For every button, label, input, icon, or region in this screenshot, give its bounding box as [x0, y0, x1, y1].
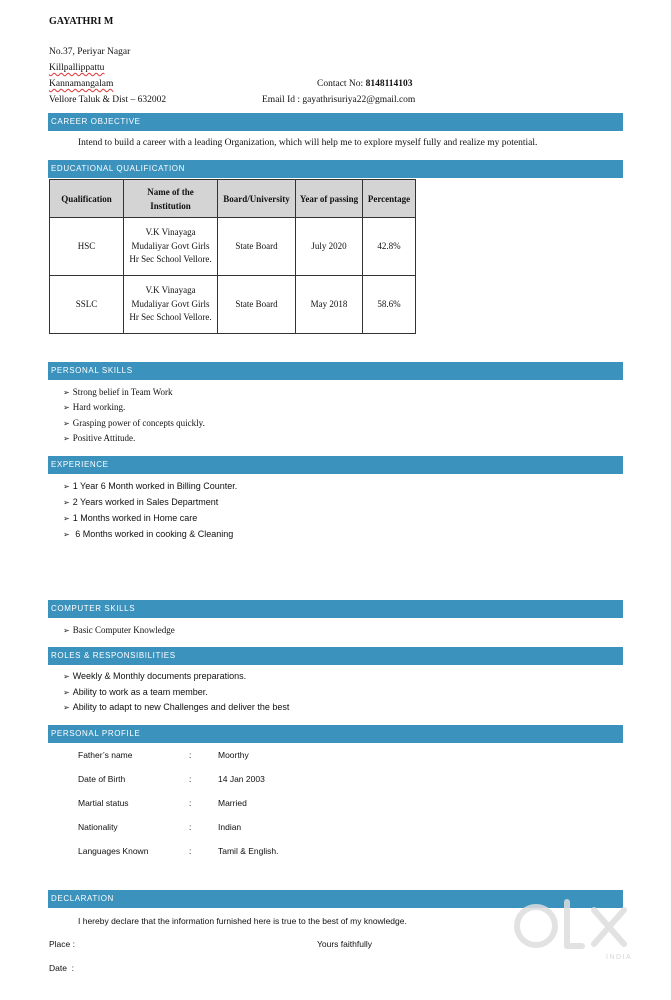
- col-percentage: Percentage: [363, 180, 416, 218]
- list-item: ➢ 6 Months worked in cooking & Cleaning: [63, 529, 234, 539]
- profile-separator: :: [189, 750, 192, 760]
- profile-value: Tamil & English.: [218, 846, 279, 856]
- cell-year: May 2018: [296, 276, 363, 334]
- objective-text: Intend to build a career with a leading Organization, which will help me to explore myself fully and realize my potential.: [78, 138, 538, 148]
- arrow-bullet-icon: ➢: [63, 626, 70, 635]
- cell-institution: V.K Vinayaga Mudaliyar Govt Girls Hr Sec School Vellore.: [124, 276, 218, 334]
- career-objective-heading: CAREER OBJECTIVE: [48, 113, 623, 131]
- list-item: ➢ Weekly & Monthly documents preparations.: [63, 671, 247, 681]
- olx-watermark-logo: [512, 898, 636, 964]
- address-line-2: Killpallippattu: [49, 63, 105, 73]
- cell-institution: V.K Vinayaga Mudaliyar Govt Girls Hr Sec School Vellore.: [124, 218, 218, 276]
- col-board: Board/University: [218, 180, 296, 218]
- arrow-bullet-icon: ➢: [63, 388, 70, 397]
- cell-board: State Board: [218, 218, 296, 276]
- list-item: ➢ Ability to work as a team member.: [63, 687, 208, 697]
- education-heading: EDUCATIONAL QUALIFICATION: [48, 160, 623, 178]
- place-label: Place :: [49, 939, 75, 949]
- education-table: [49, 179, 416, 334]
- arrow-bullet-icon: ➢: [63, 434, 70, 443]
- roles-heading: ROLES & RESPONSIBILITIES: [48, 647, 623, 665]
- profile-row: [78, 846, 148, 856]
- col-institution: Name of the Institution: [124, 180, 218, 218]
- profile-label: Father’s name: [78, 750, 133, 760]
- arrow-bullet-icon: ➢: [63, 688, 70, 697]
- contact-value: 8148114103: [365, 79, 413, 89]
- table-row: [50, 218, 416, 276]
- computer-skills-heading: COMPUTER SKILLS: [48, 600, 623, 618]
- profile-label: Nationality: [78, 822, 118, 832]
- profile-label: Languages Known: [78, 846, 149, 856]
- list-item: ➢ 1 Year 6 Month worked in Billing Counter.: [63, 481, 238, 491]
- contact-label: Contact No:: [317, 79, 366, 89]
- cell-percentage: 42.8%: [363, 218, 416, 276]
- profile-value: Indian: [218, 822, 242, 832]
- list-item: ➢ Strong belief in Team Work: [63, 387, 173, 397]
- arrow-bullet-icon: ➢: [63, 419, 70, 428]
- cell-board: State Board: [218, 276, 296, 334]
- profile-row: [78, 750, 133, 760]
- profile-separator: :: [189, 846, 192, 856]
- contact-number: [317, 79, 413, 89]
- list-item: ➢ Positive Attitude.: [63, 433, 136, 443]
- list-item: ➢ 2 Years worked in Sales Department: [63, 497, 219, 507]
- arrow-bullet-icon: ➢: [63, 482, 70, 491]
- arrow-bullet-icon: ➢: [63, 672, 70, 681]
- arrow-bullet-icon: ➢: [63, 514, 70, 523]
- list-item: ➢ Grasping power of concepts quickly.: [63, 418, 205, 428]
- profile-label: Martial status: [78, 798, 129, 808]
- table-header-row: [50, 180, 416, 218]
- profile-value: Moorthy: [218, 750, 249, 760]
- address-line-3: Kannamangalam: [49, 79, 114, 89]
- list-item: ➢ Ability to adapt to new Challenges and deliver the best: [63, 702, 290, 712]
- list-item: ➢ Basic Computer Knowledge: [63, 625, 175, 635]
- profile-value: Married: [218, 798, 247, 808]
- profile-label: Date of Birth: [78, 774, 126, 784]
- declaration-heading: DECLARATION: [48, 890, 623, 908]
- profile-row: [78, 798, 129, 808]
- address-line-4: Vellore Taluk & Dist – 632002: [49, 95, 167, 105]
- profile-separator: :: [189, 798, 192, 808]
- arrow-bullet-icon: ➢: [63, 530, 70, 539]
- personal-profile-heading: PERSONAL PROFILE: [48, 725, 623, 743]
- arrow-bullet-icon: ➢: [63, 498, 70, 507]
- personal-skills-heading: PERSONAL SKILLS: [48, 362, 623, 380]
- cell-percentage: 58.6%: [363, 276, 416, 334]
- cell-qualification: HSC: [50, 218, 124, 276]
- list-item: ➢ Hard working.: [63, 402, 126, 412]
- col-qualification: Qualification: [50, 180, 124, 218]
- experience-heading: EXPERIENCE: [48, 456, 623, 474]
- profile-separator: :: [189, 822, 192, 832]
- table-row: [50, 276, 416, 334]
- date-label: Date :: [49, 963, 75, 973]
- arrow-bullet-icon: ➢: [63, 403, 70, 412]
- candidate-name: GAYATHRI M: [49, 16, 114, 27]
- address-line-1: No.37, Periyar Nagar: [49, 47, 131, 57]
- arrow-bullet-icon: ➢: [63, 703, 70, 712]
- cell-year: July 2020: [296, 218, 363, 276]
- yours-faithfully: Yours faithfully: [317, 939, 372, 949]
- profile-value: 14 Jan 2003: [218, 774, 265, 784]
- profile-row: [78, 822, 118, 832]
- profile-separator: :: [189, 774, 192, 784]
- cell-qualification: SSLC: [50, 276, 124, 334]
- email-address: Email Id : gayathrisuriya22@gmail.com: [262, 95, 416, 105]
- declaration-text: I hereby declare that the information furnished here is true to the best of my knowledge.: [78, 916, 407, 926]
- olx-region-text: INDIA: [606, 954, 633, 961]
- col-year: Year of passing: [296, 180, 363, 218]
- list-item: ➢ 1 Months worked in Home care: [63, 513, 198, 523]
- profile-row: [78, 774, 125, 784]
